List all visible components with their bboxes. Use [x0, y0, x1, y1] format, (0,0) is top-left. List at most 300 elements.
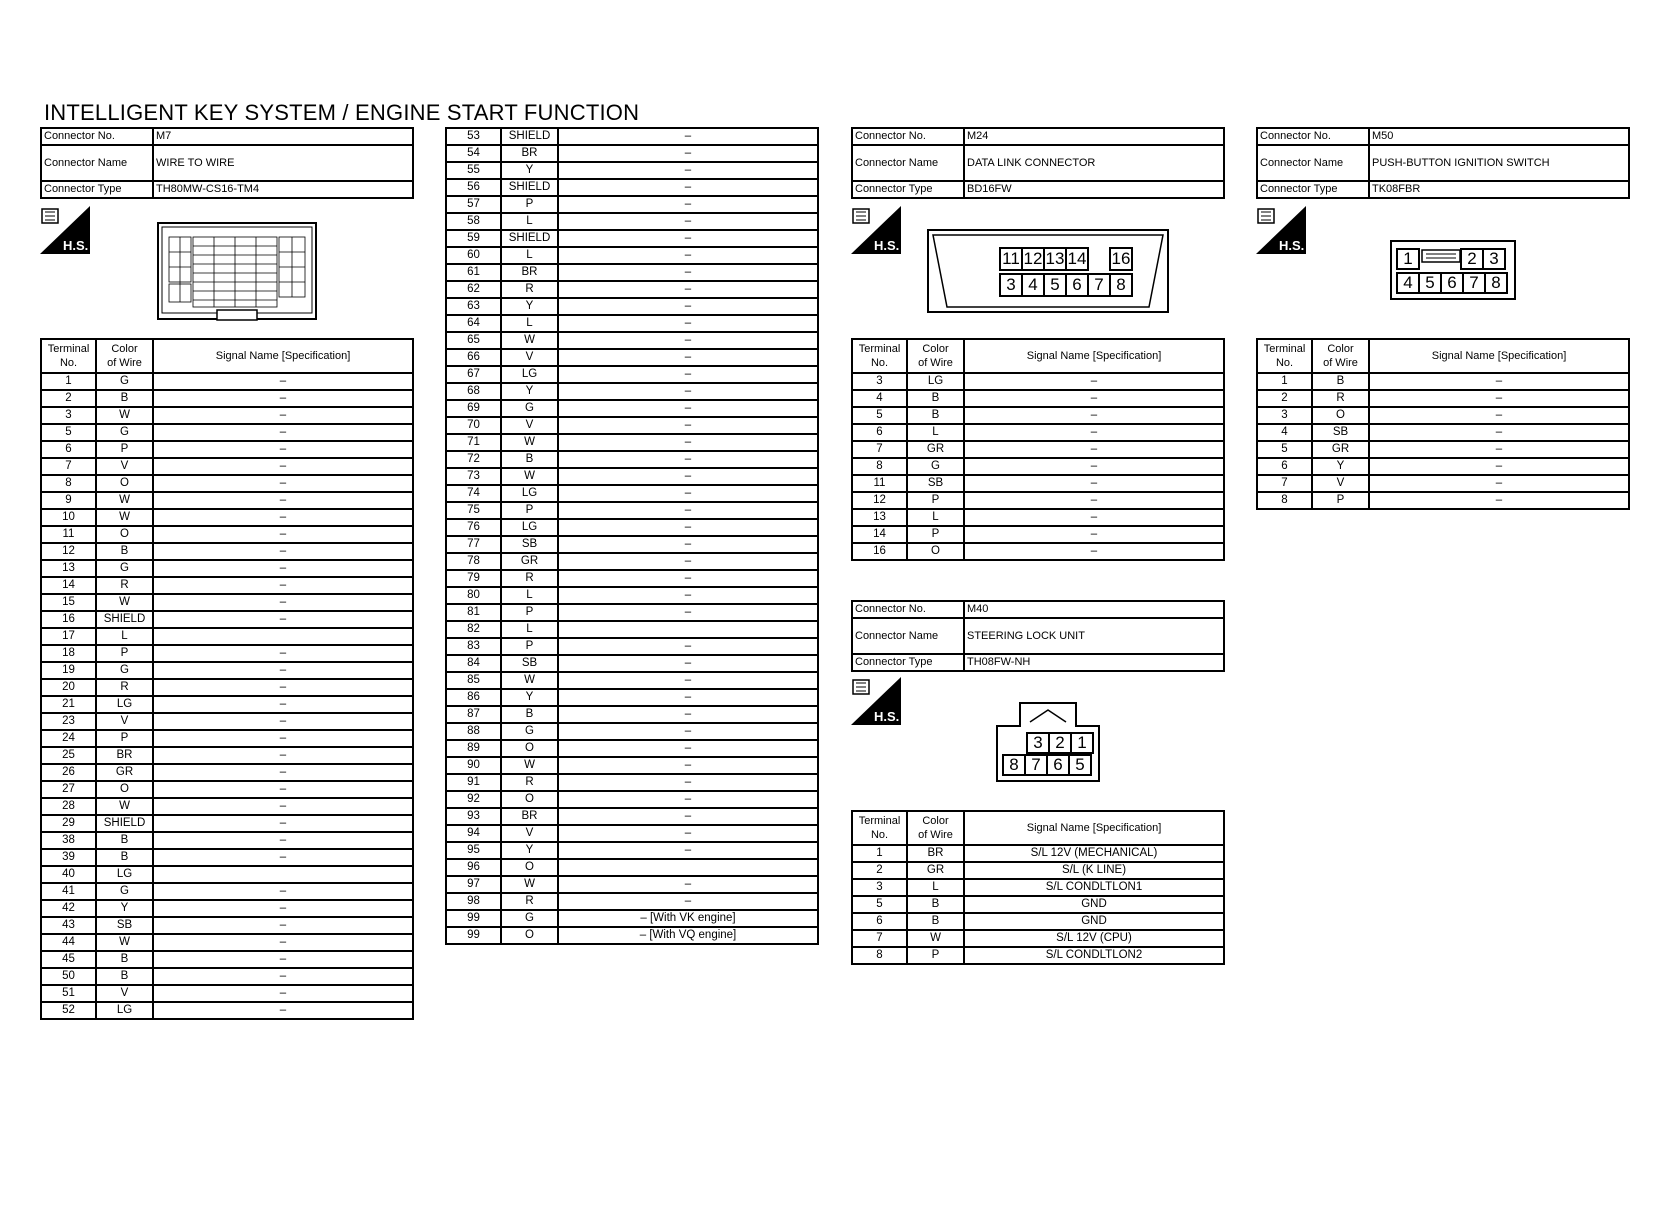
wire-color-cell: W — [501, 468, 558, 485]
terminal-no-cell: 45 — [41, 951, 96, 968]
signal-name-cell: – — [153, 968, 413, 985]
wire-color-cell: LG — [501, 519, 558, 536]
table-row — [41, 713, 413, 730]
page-title: INTELLIGENT KEY SYSTEM / ENGINE START FUNCTION — [44, 100, 640, 125]
signal-name-cell: – — [558, 706, 818, 723]
wire-color-cell: G — [96, 424, 153, 441]
signal-name-cell: – — [153, 781, 413, 798]
terminal-no-cell: 8 — [1257, 492, 1312, 509]
wire-color-cell: V — [96, 458, 153, 475]
table-row — [446, 536, 818, 553]
signal-name-cell: – — [153, 832, 413, 849]
terminal-no-cell: 16 — [852, 543, 907, 560]
wire-color-cell: Y — [501, 383, 558, 400]
signal-name-cell: – — [153, 951, 413, 968]
terminal-no-cell: 71 — [446, 434, 501, 451]
terminal-no-cell: 54 — [446, 145, 501, 162]
table-row — [446, 927, 818, 944]
table-row — [41, 883, 413, 900]
table-row — [41, 730, 413, 747]
wire-color-cell: SB — [1312, 424, 1369, 441]
wire-color-cell: Y — [501, 689, 558, 706]
table-row — [446, 893, 818, 910]
m7-terminal-table-continued — [445, 127, 819, 945]
signal-name-cell: – — [558, 723, 818, 740]
signal-name-cell: – — [1369, 458, 1629, 475]
table-row — [1257, 373, 1629, 390]
terminal-no-cell: 8 — [852, 947, 907, 964]
wire-color-cell: LG — [501, 485, 558, 502]
table-row — [446, 196, 818, 213]
terminal-no-cell: 89 — [446, 740, 501, 757]
terminal-no-cell: 85 — [446, 672, 501, 689]
table-row — [41, 645, 413, 662]
wire-color-cell: O — [501, 791, 558, 808]
wire-color-cell: LG — [501, 366, 558, 383]
terminal-no-cell: 38 — [41, 832, 96, 849]
table-row — [852, 441, 1224, 458]
table-row — [446, 723, 818, 740]
table-row — [852, 896, 1224, 913]
signal-name-cell: – — [558, 587, 818, 604]
terminal-no-cell: 5 — [852, 896, 907, 913]
connector-pin: 6 — [1440, 272, 1464, 294]
wire-color-cell: P — [907, 947, 964, 964]
terminal-no-cell: 1 — [1257, 373, 1312, 390]
signal-name-cell: – — [558, 128, 818, 145]
wire-color-cell: W — [96, 407, 153, 424]
wire-color-cell: L — [501, 213, 558, 230]
wire-color-cell: B — [907, 913, 964, 930]
table-row — [852, 509, 1224, 526]
terminal-no-cell: 69 — [446, 400, 501, 417]
terminal-no-cell: 26 — [41, 764, 96, 781]
signal-name-cell — [558, 859, 818, 876]
m50-terminal-table: Terminal No. Color of Wire Signal Name [Specification] 1 B – 2 R – 3 O – 4 SB – 5 GR – 6 Y – 7 V – 8 P – — [1256, 338, 1630, 510]
signal-name-cell: S/L CONDLTLON1 — [964, 879, 1224, 896]
connector-name-value: STEERING LOCK UNIT — [964, 618, 1224, 654]
wire-color-cell: B — [96, 390, 153, 407]
signal-name-cell: – — [153, 509, 413, 526]
terminal-no-cell: 72 — [446, 451, 501, 468]
signal-name-cell: S/L 12V (CPU) — [964, 930, 1224, 947]
signal-name-cell: – — [1369, 492, 1629, 509]
terminal-no-cell: 88 — [446, 723, 501, 740]
table-row — [1257, 407, 1629, 424]
table-row — [41, 747, 413, 764]
terminal-no-cell: 13 — [41, 560, 96, 577]
signal-name-cell: – — [558, 553, 818, 570]
terminal-no-cell: 14 — [852, 526, 907, 543]
signal-name-cell: – — [558, 451, 818, 468]
table-row — [446, 825, 818, 842]
wire-color-cell: L — [907, 879, 964, 896]
table-row — [446, 570, 818, 587]
terminal-no-cell: 12 — [41, 543, 96, 560]
wire-color-cell: W — [96, 594, 153, 611]
table-row — [446, 587, 818, 604]
terminal-no-cell: 97 — [446, 876, 501, 893]
table-row — [852, 492, 1224, 509]
signal-name-cell: – — [558, 315, 818, 332]
wire-color-cell: P — [501, 638, 558, 655]
table-row — [852, 475, 1224, 492]
wire-color-cell: G — [907, 458, 964, 475]
signal-name-cell: – — [558, 145, 818, 162]
connector-pin: 8 — [1109, 273, 1133, 297]
wire-color-cell: SB — [501, 536, 558, 553]
terminal-no-cell: 92 — [446, 791, 501, 808]
terminal-no-cell: 74 — [446, 485, 501, 502]
m24-connector-diagram — [927, 229, 1169, 313]
table-row — [852, 845, 1224, 862]
terminal-no-cell: 79 — [446, 570, 501, 587]
table-row — [446, 502, 818, 519]
wire-color-cell: L — [501, 587, 558, 604]
wire-color-cell: BR — [96, 747, 153, 764]
terminal-no-cell: 11 — [41, 526, 96, 543]
signal-name-cell: – — [558, 162, 818, 179]
wire-color-cell: B — [501, 451, 558, 468]
terminal-no-cell: 5 — [1257, 441, 1312, 458]
signal-name-cell: – — [153, 883, 413, 900]
terminal-no-cell: 23 — [41, 713, 96, 730]
table-row — [446, 145, 818, 162]
terminal-no-cell: 57 — [446, 196, 501, 213]
table-row — [1257, 458, 1629, 475]
terminal-no-cell: 81 — [446, 604, 501, 621]
signal-name-cell: – — [558, 264, 818, 281]
signal-name-cell: – — [558, 689, 818, 706]
table-row — [852, 947, 1224, 964]
terminal-no-cell: 86 — [446, 689, 501, 706]
wire-color-cell: GR — [907, 862, 964, 879]
signal-name-cell: – — [153, 577, 413, 594]
terminal-no-cell: 8 — [852, 458, 907, 475]
signal-name-cell: – — [558, 808, 818, 825]
table-row — [446, 689, 818, 706]
terminal-no-cell: 99 — [446, 927, 501, 944]
signal-name-cell: – — [153, 475, 413, 492]
connector-no-value: M50 — [1369, 128, 1629, 145]
terminal-no-cell: 7 — [852, 930, 907, 947]
signal-name-cell: – — [558, 213, 818, 230]
table-row — [446, 808, 818, 825]
signal-name-cell: – — [558, 434, 818, 451]
connector-name-value: DATA LINK CONNECTOR — [964, 145, 1224, 181]
table-row — [446, 519, 818, 536]
terminal-no-cell: 25 — [41, 747, 96, 764]
wire-color-cell: O — [1312, 407, 1369, 424]
table-row — [446, 485, 818, 502]
connector-pin: 8 — [1484, 272, 1508, 294]
table-row — [446, 740, 818, 757]
table-row — [41, 594, 413, 611]
wire-color-cell: O — [907, 543, 964, 560]
signal-name-cell: – — [153, 934, 413, 951]
connector-name-value: PUSH-BUTTON IGNITION SWITCH — [1369, 145, 1629, 181]
terminal-no-cell: 5 — [41, 424, 96, 441]
signal-name-cell: – — [558, 638, 818, 655]
terminal-no-cell: 8 — [41, 475, 96, 492]
table-row — [41, 934, 413, 951]
table-row — [446, 298, 818, 315]
terminal-no-cell: 1 — [41, 373, 96, 390]
m50-connector-diagram — [1390, 240, 1516, 300]
m7-connector-diagram — [157, 222, 317, 322]
signal-name-cell: – — [558, 247, 818, 264]
signal-name-cell: – — [558, 230, 818, 247]
wire-color-cell: B — [96, 543, 153, 560]
terminal-no-cell: 41 — [41, 883, 96, 900]
wire-color-cell: B — [96, 968, 153, 985]
signal-name-cell: – — [153, 560, 413, 577]
m24-info: Connector No. M24 Connector Name DATA LINK CONNECTOR Connector Type BD16FW — [851, 127, 1225, 199]
table-row — [41, 781, 413, 798]
wire-color-cell: W — [501, 672, 558, 689]
terminal-no-cell: 12 — [852, 492, 907, 509]
m7-terminal-table: Terminal No. Color of Wire Signal Name [Specification] 1 G – 2 B – 3 W – 5 G – 6 P – 7 V – 8 O – 9 W – 10 W – 11 O – 12 B – 13 G – 14 R – 15 W – 16 SHIELD – 17 L 18 P – 19 G – 20 R – 21 LG – 23 V – 24 P – 25 BR – 26 GR – 27 O – 28 W – 29 SHIELD – 38 B – 39 B – 40 LG 41 G – 42 Y – 43 SB – 44 W – 45 B – 50 B – 51 V – 52 LG – — [40, 338, 414, 1020]
wire-color-cell: L — [501, 621, 558, 638]
wire-color-cell: BR — [907, 845, 964, 862]
signal-name-cell: – — [558, 196, 818, 213]
signal-name-cell: – — [153, 985, 413, 1002]
wire-color-cell: Y — [96, 900, 153, 917]
table-row — [446, 655, 818, 672]
wire-color-cell: V — [501, 417, 558, 434]
wire-color-cell: BR — [501, 145, 558, 162]
terminal-no-cell: 98 — [446, 893, 501, 910]
table-row — [1257, 424, 1629, 441]
wire-color-cell: R — [96, 679, 153, 696]
terminal-no-cell: 56 — [446, 179, 501, 196]
signal-name-cell: – — [558, 281, 818, 298]
table-row — [446, 315, 818, 332]
m40-connector-diagram — [996, 702, 1100, 782]
terminal-no-cell: 19 — [41, 662, 96, 679]
table-row — [852, 913, 1224, 930]
connector-name-value: WIRE TO WIRE — [153, 145, 413, 181]
table-row — [41, 628, 413, 645]
signal-name-cell: – — [558, 655, 818, 672]
table-row — [446, 383, 818, 400]
table-row — [1257, 441, 1629, 458]
signal-name-cell — [558, 621, 818, 638]
signal-name-cell: – — [153, 815, 413, 832]
signal-name-cell: – — [153, 373, 413, 390]
terminal-no-cell: 99 — [446, 910, 501, 927]
signal-name-cell: – — [558, 400, 818, 417]
connector-pin: 7 — [1024, 754, 1048, 776]
harness-side-icon — [40, 206, 90, 254]
connector-pin: 12 — [1021, 247, 1045, 271]
connector-pin: 5 — [1418, 272, 1442, 294]
wire-color-cell: G — [501, 910, 558, 927]
table-row — [852, 543, 1224, 560]
signal-name-cell: – — [153, 679, 413, 696]
signal-name-cell: GND — [964, 896, 1224, 913]
table-row — [1257, 475, 1629, 492]
wire-color-cell: B — [96, 849, 153, 866]
terminal-no-cell: 20 — [41, 679, 96, 696]
wire-color-cell: LG — [96, 696, 153, 713]
wire-color-cell: P — [907, 492, 964, 509]
wire-color-cell: LG — [907, 373, 964, 390]
hs-label: H.S. — [63, 238, 89, 253]
connector-pin: 16 — [1109, 247, 1133, 271]
table-row — [41, 832, 413, 849]
signal-name-cell: – — [558, 349, 818, 366]
table-row — [1257, 390, 1629, 407]
wire-color-cell: V — [501, 349, 558, 366]
table-row — [446, 162, 818, 179]
terminal-no-cell: 58 — [446, 213, 501, 230]
table-row — [446, 213, 818, 230]
wire-color-cell: P — [501, 502, 558, 519]
table-row — [446, 859, 818, 876]
wire-color-cell: LG — [96, 866, 153, 883]
table-row — [446, 247, 818, 264]
terminal-no-cell: 3 — [852, 879, 907, 896]
connector-pin: 3 — [1026, 732, 1050, 754]
wire-color-cell: G — [96, 373, 153, 390]
terminal-no-cell: 76 — [446, 519, 501, 536]
wire-color-cell: GR — [907, 441, 964, 458]
hs-label: H.S. — [874, 238, 900, 253]
terminal-no-cell: 18 — [41, 645, 96, 662]
terminal-no-cell: 3 — [852, 373, 907, 390]
wire-color-cell: Y — [501, 298, 558, 315]
terminal-no-cell: 94 — [446, 825, 501, 842]
table-row — [41, 764, 413, 781]
signal-name-cell: – — [964, 543, 1224, 560]
wire-color-cell: O — [96, 526, 153, 543]
signal-name-cell: – — [1369, 373, 1629, 390]
connector-pin: 13 — [1043, 247, 1067, 271]
wire-color-cell: W — [501, 434, 558, 451]
terminal-no-cell: 14 — [41, 577, 96, 594]
connector-pin: 1 — [1396, 248, 1420, 270]
terminal-no-cell: 2 — [41, 390, 96, 407]
table-row — [446, 604, 818, 621]
terminal-no-cell: 13 — [852, 509, 907, 526]
terminal-no-cell: 44 — [41, 934, 96, 951]
m7-info — [40, 127, 414, 199]
connector-pin: 3 — [999, 273, 1023, 297]
table-row — [41, 849, 413, 866]
connector-pin: 14 — [1065, 247, 1089, 271]
wire-color-cell: R — [96, 577, 153, 594]
signal-name-cell: – — [558, 383, 818, 400]
wire-color-cell: BR — [501, 264, 558, 281]
terminal-no-cell: 75 — [446, 502, 501, 519]
table-row — [852, 930, 1224, 947]
wire-color-cell: R — [501, 281, 558, 298]
terminal-no-cell: 73 — [446, 468, 501, 485]
wire-color-cell: R — [501, 893, 558, 910]
table-row — [446, 434, 818, 451]
terminal-no-cell: 80 — [446, 587, 501, 604]
table-row — [41, 424, 413, 441]
signal-name-cell: – — [153, 594, 413, 611]
table-row — [41, 390, 413, 407]
signal-name-cell: – — [964, 526, 1224, 543]
terminal-no-cell: 40 — [41, 866, 96, 883]
table-row — [41, 458, 413, 475]
terminal-no-cell: 7 — [852, 441, 907, 458]
table-row — [446, 638, 818, 655]
wire-color-cell: O — [501, 740, 558, 757]
signal-name-cell: – — [558, 825, 818, 842]
signal-name-cell: – — [153, 747, 413, 764]
terminal-no-cell: 91 — [446, 774, 501, 791]
table-row — [446, 417, 818, 434]
connector-pin: 4 — [1021, 273, 1045, 297]
signal-name-cell: S/L CONDLTLON2 — [964, 947, 1224, 964]
signal-name-cell: S/L 12V (MECHANICAL) — [964, 845, 1224, 862]
table-row — [446, 230, 818, 247]
table-row — [41, 900, 413, 917]
wire-color-cell: G — [96, 560, 153, 577]
signal-name-cell: – — [558, 774, 818, 791]
terminal-no-cell: 5 — [852, 407, 907, 424]
signal-name-cell: – — [153, 407, 413, 424]
terminal-no-cell: 83 — [446, 638, 501, 655]
wire-color-cell: V — [96, 985, 153, 1002]
terminal-no-cell: 29 — [41, 815, 96, 832]
signal-name-cell: – — [153, 526, 413, 543]
table-row — [446, 264, 818, 281]
connector-no-value: M40 — [964, 601, 1224, 618]
terminal-no-cell: 84 — [446, 655, 501, 672]
wire-color-cell: W — [907, 930, 964, 947]
signal-name-cell: – — [558, 842, 818, 859]
table-row — [446, 621, 818, 638]
signal-name-cell: – — [558, 570, 818, 587]
wire-color-cell: V — [501, 825, 558, 842]
wire-color-cell: R — [501, 774, 558, 791]
signal-name-cell: – — [964, 407, 1224, 424]
table-row — [1257, 492, 1629, 509]
signal-name-cell: – — [964, 441, 1224, 458]
connector-pin: 8 — [1002, 754, 1026, 776]
signal-name-cell: – — [153, 798, 413, 815]
signal-name-cell: – — [558, 672, 818, 689]
terminal-no-cell: 6 — [41, 441, 96, 458]
table-row — [41, 679, 413, 696]
signal-name-cell: – — [153, 730, 413, 747]
terminal-no-cell: 87 — [446, 706, 501, 723]
signal-name-cell: – — [153, 917, 413, 934]
connector-pin: 2 — [1460, 248, 1484, 270]
terminal-no-cell: 4 — [852, 390, 907, 407]
table-row — [446, 910, 818, 927]
terminal-no-cell: 17 — [41, 628, 96, 645]
terminal-no-cell: 52 — [41, 1002, 96, 1019]
terminal-no-cell: 77 — [446, 536, 501, 553]
wire-color-cell: SHIELD — [96, 815, 153, 832]
connector-pin: 4 — [1396, 272, 1420, 294]
wire-color-cell: W — [96, 509, 153, 526]
connector-pin: 7 — [1087, 273, 1111, 297]
wire-color-cell: B — [501, 706, 558, 723]
m40-terminal-table: Terminal No. Color of Wire Signal Name [Specification] 1 BR S/L 12V (MECHANICAL) 2 GR S/L (K LINE) 3 L S/L CONDLTLON1 5 B GND 6 B GND 7 W S/L 12V (CPU) 8 P S/L CONDLTLON2 — [851, 810, 1225, 965]
connector-no-value: M7 — [153, 128, 413, 145]
signal-name-cell: – — [153, 696, 413, 713]
connector-type-value: BD16FW — [964, 181, 1224, 198]
wire-color-cell: R — [501, 570, 558, 587]
terminal-no-cell: 15 — [41, 594, 96, 611]
